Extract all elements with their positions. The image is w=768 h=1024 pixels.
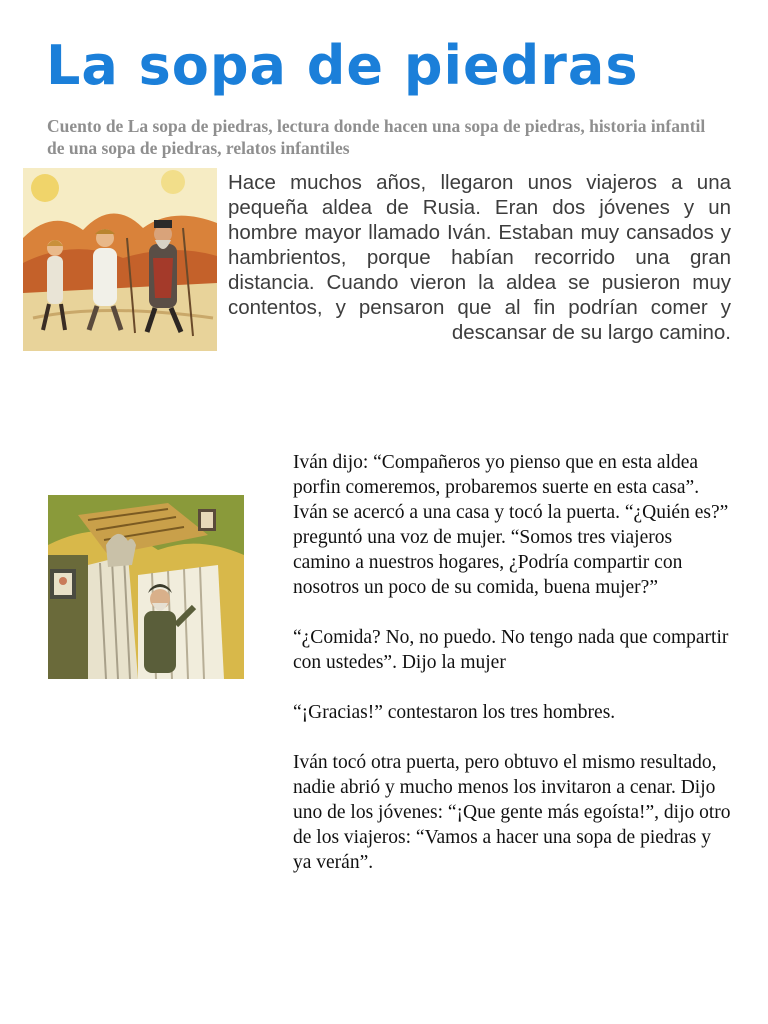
travelers-illustration: [23, 168, 217, 351]
page-subtitle: Cuento de La sopa de piedras, lectura donde hacen una sopa de piedras, historia infantil de una sopa de piedras, relatos infantiles: [47, 116, 706, 158]
story-paragraph: “¡Gracias!” contestaron los tres hombres.: [293, 702, 616, 723]
story-paragraph: “¿Comida? No, no puedo. No tengo nada que compartir con ustedes”. Dijo la mujer: [293, 627, 729, 673]
story-paragraph: Iván dijo: “Compañeros yo pienso que en esta aldea porfin comeremos, probaremos suerte en esta casa”. Iván se acercó a una casa y tocó la puerta. “¿Quién es?” preguntó una voz de mujer. “Somos tres viajeros camino a nuestros hogares, ¿Podría compartir con nosotros un poco de su comida, buena mujer?”: [293, 452, 729, 598]
story-paragraph: Iván tocó otra puerta, pero obtuvo el mismo resultado, nadie abrió y mucho menos los invitaron a cenar. Dijo uno de los jóvenes: “¡Que gente más egoísta!”, dijo otro de los viajeros: “Vamos a hacer una sopa de piedras y ya verán”.: [293, 752, 731, 873]
intro-paragraph: Hace muchos años, llegaron unos viajeros a una pequeña aldea de Rusia. Eran dos jóvenes y un hombre mayor llamado Iván. Estaban muy cansados y hambrientos, porque habían recorrido una gran distancia. Cuando vieron la aldea se pusieron muy contentos, y pensaron que al fin podrían comer y descansar de su largo camino.: [228, 171, 731, 344]
page-title: La sopa de piedras: [46, 34, 639, 97]
story-text: [293, 450, 733, 900]
door-illustration: [48, 495, 244, 679]
